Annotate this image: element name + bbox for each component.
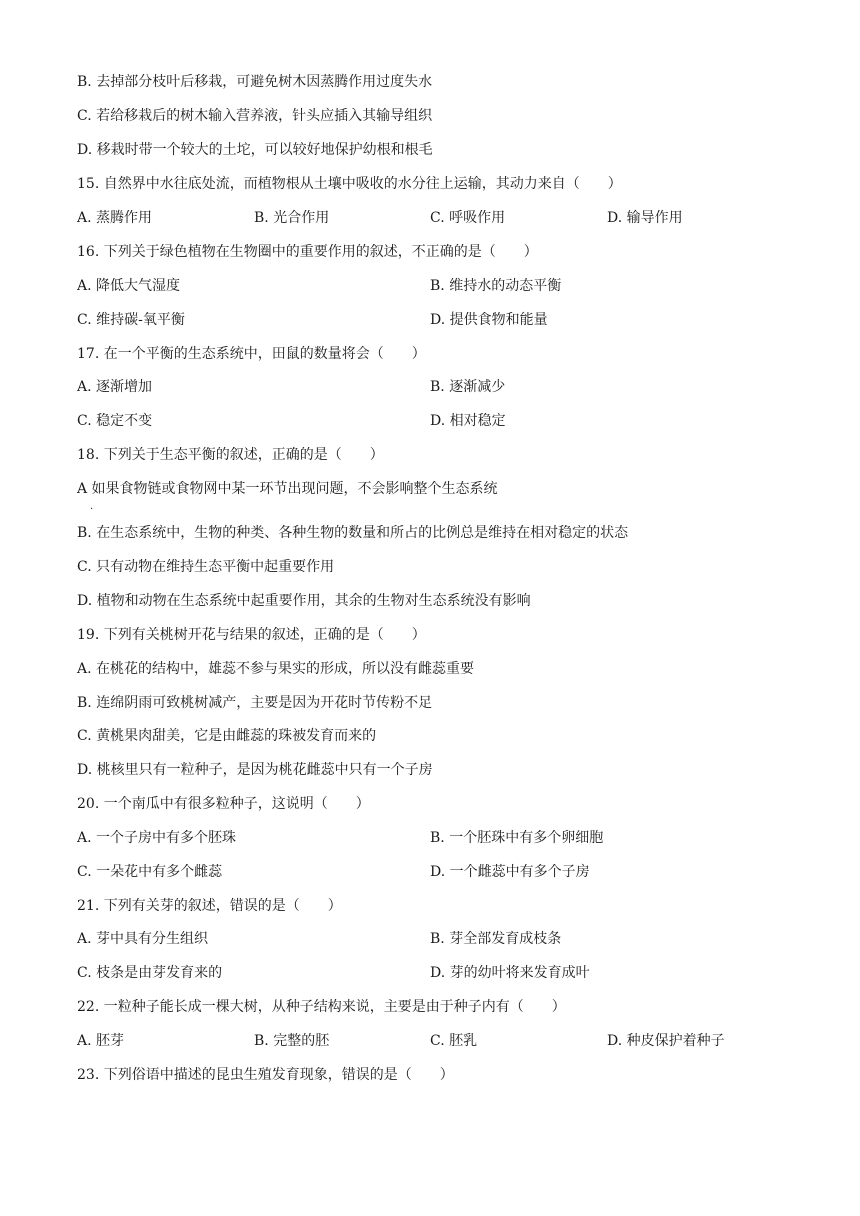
q17-option-a: A. 逐渐增加: [77, 379, 153, 395]
q22-option-d: D. 种皮保护着种子: [607, 1033, 725, 1049]
q18-option-a: A 如果食物链或食物网中某一环节出现问题，不会影响整个生态系统: [77, 481, 498, 497]
q16-option-b: B. 维持水的动态平衡: [430, 278, 562, 294]
q18-stem: 18. 下列关于生态平衡的叙述，正确的是（ ）: [77, 447, 384, 463]
q21-option-b: B. 芽全部发育成枝条: [430, 931, 562, 947]
q17-option-c: C. 稳定不变: [77, 413, 153, 429]
q20-option-a: A. 一个子房中有多个胚珠: [77, 830, 237, 846]
q19-option-a: A. 在桃花的结构中，雄蕊不参与果实的形成，所以没有雌蕊重要: [77, 661, 475, 677]
q14-option-b: B. 去掉部分枝叶后移栽，可避免树木因蒸腾作用过度失水: [77, 74, 433, 90]
q17-option-b: B. 逐渐减少: [430, 379, 506, 395]
q20-option-b: B. 一个胚珠中有多个卵细胞: [430, 830, 604, 846]
q18-option-c: C. 只有动物在维持生态平衡中起重要作用: [77, 559, 335, 575]
q21-option-d: D. 芽的幼叶将来发育成叶: [430, 965, 590, 981]
q19-option-b: B. 连绵阴雨可致桃树减产，主要是因为开花时节传粉不足: [77, 695, 433, 711]
q15-option-a: A. 蒸腾作用: [77, 210, 153, 226]
q16-option-c: C. 维持碳-氧平衡: [77, 312, 185, 328]
q16-option-d: D. 提供食物和能量: [430, 312, 548, 328]
q16-stem: 16. 下列关于绿色植物在生物圈中的重要作用的叙述，不正确的是（ ）: [77, 244, 538, 260]
q21-option-a: A. 芽中具有分生组织: [77, 931, 209, 947]
q21-stem: 21. 下列有关芽的叙述，错误的是（ ）: [77, 898, 342, 914]
q19-option-d: D. 桃核里只有一粒种子，是因为桃花雌蕊中只有一个子房: [77, 762, 433, 778]
q22-stem: 22. 一粒种子能长成一棵大树，从种子结构来说，主要是由于种子内有（ ）: [77, 999, 566, 1015]
q20-stem: 20. 一个南瓜中有很多粒种子，这说明（ ）: [77, 796, 370, 812]
q15-option-c: C. 呼吸作用: [430, 210, 506, 226]
q19-stem: 19. 下列有关桃树开花与结果的叙述，正确的是（ ）: [77, 627, 426, 643]
q17-stem: 17. 在一个平衡的生态系统中，田鼠的数量将会（ ）: [77, 346, 426, 362]
q15-option-d: D. 输导作用: [607, 210, 683, 226]
q19-option-c: C. 黄桃果肉甜美，它是由雌蕊的珠被发育而来的: [77, 728, 377, 744]
q18-option-b: B. 在生态系统中，生物的种类、各种生物的数量和所占的比例总是维持在相对稳定的状态: [77, 525, 629, 541]
q15-option-b: B. 光合作用: [254, 210, 330, 226]
q22-option-a: A. 胚芽: [77, 1033, 125, 1049]
q22-option-c: C. 胚乳: [430, 1033, 478, 1049]
q23-stem: 23. 下列俗语中描述的昆虫生殖发育现象，错误的是（ ）: [77, 1067, 454, 1083]
q20-option-c: C. 一朵花中有多个雌蕊: [77, 864, 223, 880]
q20-option-d: D. 一个雌蕊中有多个子房: [430, 864, 590, 880]
q14-option-c: C. 若给移栽后的树木输入营养液，针头应插入其输导组织: [77, 108, 433, 124]
q22-option-b: B. 完整的胚: [254, 1033, 330, 1049]
q18-option-d: D. 植物和动物在生态系统中起重要作用，其余的生物对生态系统没有影响: [77, 593, 531, 609]
q17-option-d: D. 相对稳定: [430, 413, 506, 429]
q14-option-d: D. 移栽时带一个较大的土坨，可以较好地保护幼根和根毛: [77, 142, 433, 158]
q16-option-a: A. 降低大气湿度: [77, 278, 181, 294]
q15-stem: 15. 自然界中水往底处流，而植物根从土壤中吸收的水分往上运输，其动力来自（ ）: [77, 176, 622, 192]
q18-dot-mark: .: [90, 501, 94, 512]
q21-option-c: C. 枝条是由芽发育来的: [77, 965, 223, 981]
